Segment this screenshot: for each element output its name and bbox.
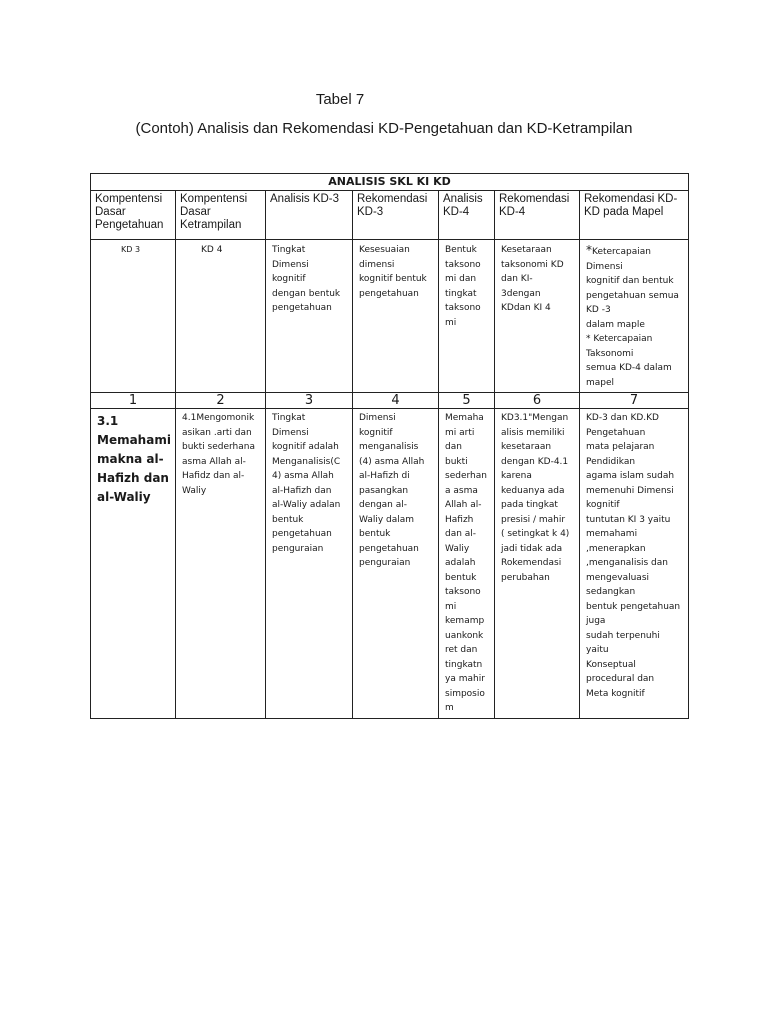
header-analisis-kd4: Analisis KD-4 [439, 191, 495, 240]
header-kd-pengetahuan: Kompentensi Dasar Pengetahuan [91, 191, 176, 240]
cell-analisis-kd4: Memaha mi arti dan bukti sederhan a asma Allah al- Hafizh dan al- Waliy adalah bentuk taksono mi kemamp uankonk ret dan tingkatn ya mahir simposio m [439, 409, 495, 719]
table-title: ANALISIS SKL KI KD [91, 174, 689, 191]
subheader-rekomendasi-kd4: Kesetaraan taksonomi KD dan KI- 3dengan KDdan KI 4 [495, 240, 580, 393]
table-title-row [91, 174, 689, 191]
document-title: Tabel 7 [315, 91, 365, 108]
subheader-rekomendasi-kd3: Kesesuaian dimensi kognitif bentuk pengetahuan [353, 240, 439, 393]
cell-rekomendasi-kd4: KD3.1"Mengan alisis memiliki kesetaraan dengan KD-4.1 karena keduanya ada pada tingkat presisi / mahir ( setingkat k 4) jadi tidak ada Rokemendasi perubahan [495, 409, 580, 719]
column-number: 3 [266, 393, 353, 409]
subheader-mapel-first: Ketercapaian Dimensi kognitif dan bentuk pengetahuan semua KD -3 dalam maple [586, 247, 679, 330]
column-number: 7 [580, 393, 689, 409]
column-number: 4 [353, 393, 439, 409]
table-header-row [91, 191, 689, 240]
subheader-mapel-second: * Ketercapaian Taksonomi semua KD-4 dalam mapel [586, 334, 672, 388]
header-rekomendasi-mapel: Rekomendasi KD-KD pada Mapel [580, 191, 689, 240]
column-number: 2 [176, 393, 266, 409]
asterisk-mark: * [586, 243, 592, 257]
analysis-table [90, 173, 689, 719]
cell-analisis-kd3: Tingkat Dimensi kognitif adalah Menganalisis(C 4) asma Allah al-Hafizh dan al-Waliy adalan bentuk pengetahuan penguraian [266, 409, 353, 719]
column-number: 6 [495, 393, 580, 409]
cell-kd-ketrampilan: 4.1Mengomonik asikan .arti dan bukti sederhana asma Allah al- Hafidz dan al- Waliy [176, 409, 266, 719]
subheader-analisis-kd4: Bentuk taksono mi dan tingkat taksono mi [439, 240, 495, 393]
table-row [91, 409, 689, 719]
cell-kd-pengetahuan: 3.1 Memahami makna al- Hafizh dan al-Waliy [91, 409, 176, 719]
header-rekomendasi-kd3: Rekomendasi KD-3 [353, 191, 439, 240]
table-subheader-row [91, 240, 689, 393]
subheader-analisis-kd3: Tingkat Dimensi kognitif dengan bentuk pengetahuan [266, 240, 353, 393]
column-number: 1 [91, 393, 176, 409]
subheader-kd4: KD 4 [176, 240, 266, 393]
document-subtitle: (Contoh) Analisis dan Rekomendasi KD-Pengetahuan dan KD-Ketrampilan [135, 120, 633, 137]
header-kd-ketrampilan: Kompentensi Dasar Ketrampilan [176, 191, 266, 240]
subheader-rekomendasi-mapel [580, 240, 689, 393]
cell-rekomendasi-mapel: KD-3 dan KD.KD Pengetahuan mata pelajaran Pendidikan agama islam sudah memenuhi Dimensi kognitif tuntutan KI 3 yaitu memahami ,menerapkan ,menganalisis dan mengevaluasi sedangkan bentuk pengetahuan juga sudah terpenuhi yaitu Konseptual procedural dan Meta kognitif [580, 409, 689, 719]
header-analisis-kd3: Analisis KD-3 [266, 191, 353, 240]
table-number-row [91, 393, 689, 409]
column-number: 5 [439, 393, 495, 409]
header-rekomendasi-kd4: Rekomendasi KD-4 [495, 191, 580, 240]
cell-rekomendasi-kd3: Dimensi kognitif menganalisis (4) asma Allah al-Hafizh di pasangkan dengan al- Waliy dalam bentuk pengetahuan penguraian [353, 409, 439, 719]
subheader-kd3: KD 3 [91, 240, 176, 393]
